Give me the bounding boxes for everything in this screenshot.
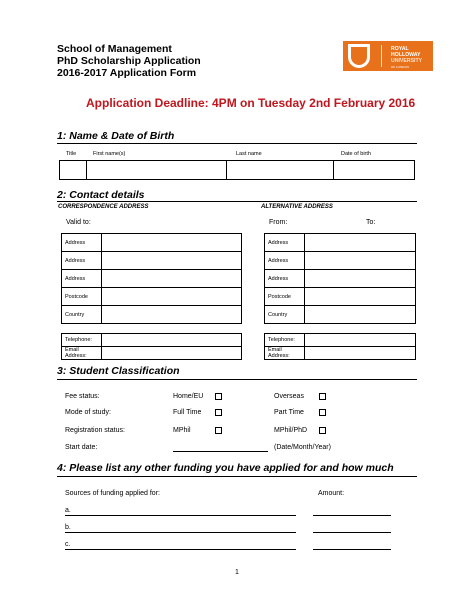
logo-line1: ROYAL	[391, 46, 409, 52]
postcode-field[interactable]	[102, 288, 242, 306]
country-label: Country	[265, 306, 305, 324]
alt-address-field[interactable]	[305, 234, 416, 252]
home-eu-checkbox[interactable]	[215, 393, 222, 400]
mphil-phd-checkbox[interactable]	[319, 427, 326, 434]
from-label: From:	[269, 219, 288, 226]
country-label: Country	[62, 306, 102, 324]
start-date-label: Start date:	[65, 444, 98, 451]
funding-amount-field[interactable]	[313, 549, 391, 550]
alt-email-field[interactable]	[305, 347, 416, 360]
alt-address-field[interactable]	[305, 252, 416, 270]
section4-rule	[57, 476, 417, 477]
mode-of-study-label: Mode of study:	[65, 409, 111, 416]
correspondence-table	[61, 233, 242, 360]
funding-source-field[interactable]	[65, 549, 296, 550]
amount-label: Amount:	[318, 490, 345, 497]
postcode-label: Postcode	[62, 288, 102, 306]
address-field[interactable]	[102, 234, 242, 252]
funding-amount-field[interactable]	[313, 515, 391, 516]
address-label: Address	[62, 234, 102, 252]
email-field[interactable]	[102, 347, 242, 360]
header-school: School of Management	[57, 43, 172, 55]
logo-line2: HOLLOWAY	[391, 52, 421, 58]
address-field[interactable]	[102, 270, 242, 288]
correspondence-title: CORRESPONDENCE ADDRESS	[58, 204, 149, 210]
mphil-phd-label: MPhil/PhD	[274, 427, 308, 434]
address-label: Address	[62, 270, 102, 288]
address-label: Address	[265, 270, 305, 288]
funding-item-label: a.	[65, 507, 71, 514]
overseas-checkbox[interactable]	[319, 393, 326, 400]
deadline-text: Application Deadline: 4PM on Tuesday 2nd February 2016	[86, 96, 416, 110]
valid-to-label: Valid to:	[66, 219, 91, 226]
col-title: Title	[66, 151, 77, 157]
section1-title: 1: Name & Date of Birth	[57, 130, 175, 142]
university-logo	[343, 41, 433, 71]
address-label: Address	[265, 252, 305, 270]
alternative-title: ALTERNATIVE ADDRESS	[261, 204, 333, 210]
alt-address-field[interactable]	[305, 270, 416, 288]
full-time-checkbox[interactable]	[215, 409, 222, 416]
dob-field[interactable]	[334, 161, 415, 180]
telephone-label: Telephone:	[62, 334, 102, 347]
date-format-label: (Date/Month/Year)	[274, 444, 331, 451]
header-year: 2016-2017 Application Form	[57, 67, 197, 79]
funding-item-label: b.	[65, 524, 71, 531]
registration-status-label: Registration status:	[65, 427, 125, 434]
alt-postcode-field[interactable]	[305, 288, 416, 306]
alt-telephone-field[interactable]	[305, 334, 416, 347]
first-name-field[interactable]	[87, 161, 227, 180]
email-label: Email Address:	[265, 347, 305, 360]
section2-title: 2: Contact details	[57, 189, 145, 201]
title-field[interactable]	[60, 161, 87, 180]
postcode-label: Postcode	[265, 288, 305, 306]
funding-amount-field[interactable]	[313, 532, 391, 533]
telephone-field[interactable]	[102, 334, 242, 347]
address-label: Address	[62, 252, 102, 270]
last-name-field[interactable]	[227, 161, 334, 180]
overseas-label: Overseas	[274, 393, 304, 400]
part-time-label: Part Time	[274, 409, 304, 416]
alt-country-field[interactable]	[305, 306, 416, 324]
section2-rule	[57, 201, 417, 202]
sources-label: Sources of funding applied for:	[65, 490, 160, 497]
funding-source-field[interactable]	[65, 515, 296, 516]
full-time-label: Full Time	[173, 409, 202, 416]
header-title: PhD Scholarship Application	[57, 55, 201, 67]
crest-icon	[348, 44, 370, 68]
to-label: To:	[366, 219, 376, 226]
alternative-table	[264, 233, 416, 360]
logo-line4: OF LONDON	[391, 65, 409, 69]
section4-title: 4: Please list any other funding you have applied for and how much	[57, 462, 394, 474]
funding-item-label: c.	[65, 541, 71, 548]
email-label: Email Address:	[62, 347, 102, 360]
logo-line3: UNIVERSITY	[391, 58, 423, 64]
fee-status-label: Fee status:	[65, 393, 100, 400]
home-eu-label: Home/EU	[173, 393, 204, 400]
funding-source-field[interactable]	[65, 532, 296, 533]
start-date-field[interactable]	[173, 451, 268, 452]
telephone-label: Telephone:	[265, 334, 305, 347]
col-dob: Date of birth	[341, 151, 371, 157]
mphil-checkbox[interactable]	[215, 427, 222, 434]
address-label: Address	[265, 234, 305, 252]
page-number: 1	[235, 569, 239, 576]
section3-title: 3: Student Classification	[57, 365, 180, 377]
mphil-label: MPhil	[173, 427, 191, 434]
address-field[interactable]	[102, 252, 242, 270]
name-dob-table	[59, 160, 415, 180]
col-first-name: First name(s)	[93, 151, 126, 157]
section1-rule	[57, 143, 417, 144]
country-field[interactable]	[102, 306, 242, 324]
col-last-name: Last name	[236, 151, 262, 157]
part-time-checkbox[interactable]	[319, 409, 326, 416]
section3-rule	[57, 379, 417, 380]
